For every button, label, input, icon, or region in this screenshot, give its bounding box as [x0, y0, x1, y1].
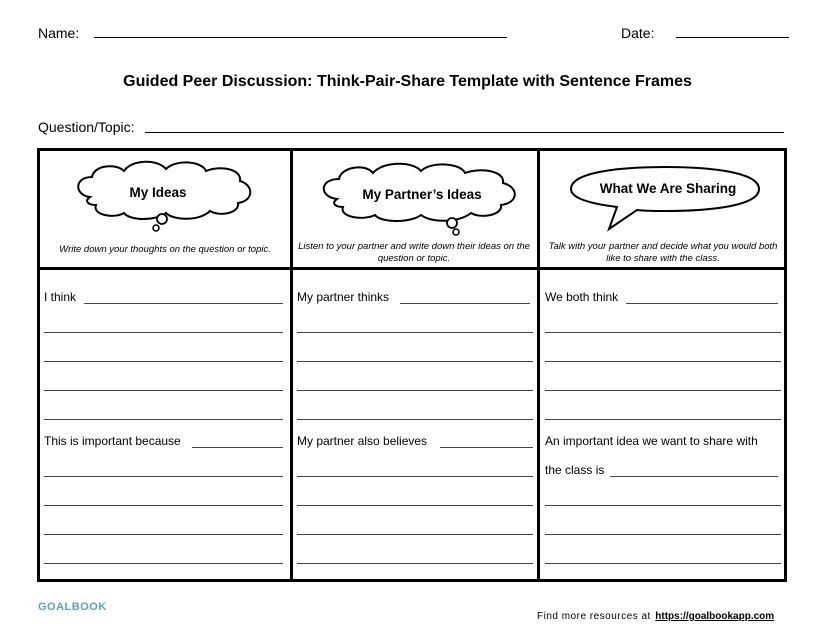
- heading-partners-ideas: My Partner’s Ideas: [362, 187, 482, 202]
- heading-what-we-share: What We Are Sharing: [599, 181, 737, 196]
- question-line[interactable]: [145, 132, 784, 133]
- answer-line[interactable]: [192, 447, 283, 448]
- footer-link[interactable]: https://goalbookapp.com: [655, 611, 775, 622]
- answer-line[interactable]: [297, 332, 533, 333]
- answer-line[interactable]: [545, 563, 781, 564]
- page-title: Guided Peer Discussion: Think-Pair-Share Template with Sentence Frames: [123, 73, 692, 90]
- caption-my-ideas: Write down your thoughts on the question or topic.: [59, 244, 271, 255]
- answer-line[interactable]: [545, 419, 781, 420]
- speech-bubble-icon: [565, 159, 765, 239]
- header-divider: [40, 267, 784, 270]
- answer-line[interactable]: [610, 476, 778, 477]
- thought-bubble-icon: [315, 157, 525, 237]
- answer-line[interactable]: [545, 534, 781, 535]
- prompt-partner-believes: My partner also believes: [297, 434, 428, 448]
- heading-my-ideas: My Ideas: [129, 185, 187, 200]
- caption-partners-ideas: Listen to your partner and write down their ideas on the question or topic.: [298, 241, 530, 264]
- prompt-we-both-think: We both think: [545, 290, 619, 304]
- answer-line[interactable]: [400, 303, 530, 304]
- question-label: Question/Topic:: [38, 119, 135, 135]
- answer-line[interactable]: [44, 563, 283, 564]
- answer-line[interactable]: [545, 361, 781, 362]
- prompt-i-think: I think: [44, 290, 77, 304]
- answer-line[interactable]: [44, 534, 283, 535]
- answer-line[interactable]: [84, 303, 283, 304]
- answer-line[interactable]: [545, 390, 781, 391]
- prompt-important-because: This is important because: [44, 434, 181, 448]
- name-line[interactable]: [94, 37, 507, 38]
- name-label: Name:: [38, 25, 80, 41]
- column-divider: [290, 151, 293, 579]
- discussion-table: [37, 148, 787, 582]
- answer-line[interactable]: [297, 563, 533, 564]
- goalbook-logo: GOALBOOK: [38, 601, 107, 613]
- answer-line[interactable]: [44, 390, 283, 391]
- answer-line[interactable]: [44, 332, 283, 333]
- answer-line[interactable]: [44, 361, 283, 362]
- answer-line[interactable]: [297, 419, 533, 420]
- answer-line[interactable]: [297, 534, 533, 535]
- footer-text: Find more resources at: [537, 611, 651, 622]
- footer: [537, 606, 774, 624]
- prompt-important-idea: An important idea we want to share with: [545, 434, 758, 448]
- answer-line[interactable]: [440, 447, 533, 448]
- answer-line[interactable]: [297, 476, 533, 477]
- answer-line[interactable]: [297, 390, 533, 391]
- answer-line[interactable]: [626, 303, 778, 304]
- prompt-partner-thinks: My partner thinks: [297, 290, 390, 304]
- date-line[interactable]: [676, 37, 789, 38]
- date-label: Date:: [621, 25, 655, 41]
- answer-line[interactable]: [545, 505, 781, 506]
- column-divider: [537, 151, 540, 579]
- answer-line[interactable]: [44, 476, 283, 477]
- answer-line[interactable]: [44, 419, 283, 420]
- prompt-class-is: the class is: [545, 463, 605, 477]
- answer-line[interactable]: [44, 505, 283, 506]
- thought-bubble-icon: [70, 157, 260, 233]
- answer-line[interactable]: [297, 505, 533, 506]
- caption-what-we-share: Talk with your partner and decide what you would both like to share with the class.: [548, 241, 778, 264]
- answer-line[interactable]: [297, 361, 533, 362]
- answer-line[interactable]: [545, 332, 781, 333]
